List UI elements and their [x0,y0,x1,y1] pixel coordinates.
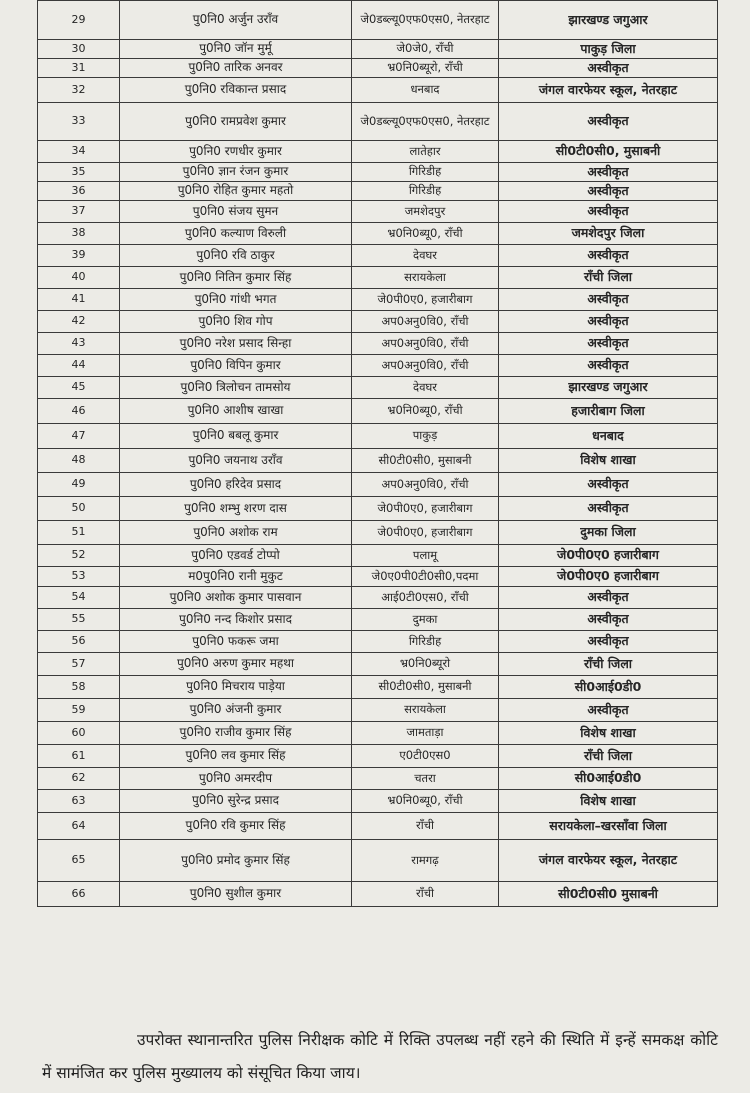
officer-name-cell: पु0नि0 अमरदीप [120,768,352,790]
current-posting-cell: जे0जे0, राँची [352,40,499,59]
table-row [38,676,718,699]
footer-note [42,1024,718,1090]
table-row [38,587,718,609]
new-posting-cell: अस्वीकृत [499,609,718,631]
new-posting-cell: जंगल वारफेयर स्कूल, नेतरहाट [499,840,718,882]
new-posting-cell: विशेष शाखा [499,449,718,473]
new-posting-cell: विशेष शाखा [499,790,718,813]
officer-name-cell: पु0नि0 राजीव कुमार सिंह [120,722,352,745]
table-row [38,497,718,521]
new-posting-cell: अस्वीकृत [499,473,718,497]
new-posting-cell: धनबाद [499,424,718,449]
new-posting-cell: अस्वीकृत [499,699,718,722]
officer-name-cell: पु0नि0 संजय सुमन [120,201,352,223]
serial-number-cell: 36 [38,182,120,201]
serial-number-cell: 53 [38,567,120,587]
current-posting-cell: गिरिडीह [352,182,499,201]
new-posting-cell: राँची जिला [499,653,718,676]
table-row [38,223,718,245]
table-row [38,245,718,267]
serial-number-cell: 38 [38,223,120,245]
officer-name-cell: पु0नि0 सुरेन्द्र प्रसाद [120,790,352,813]
serial-number-cell: 35 [38,163,120,182]
serial-number-cell: 49 [38,473,120,497]
new-posting-cell: जे0पी0ए0 हजारीबाग [499,567,718,587]
new-posting-cell: दुमका जिला [499,521,718,545]
officer-name-cell: पु0नि0 अरुण कुमार महथा [120,653,352,676]
officer-name-cell: पु0नि0 हरिदेव प्रसाद [120,473,352,497]
table-row [38,267,718,289]
new-posting-cell: अस्वीकृत [499,355,718,377]
current-posting-cell: भ्र0नि0ब्यूरो [352,653,499,676]
serial-number-cell: 51 [38,521,120,545]
officer-name-cell: पु0नि0 त्रिलोचन तामसोय [120,377,352,399]
new-posting-cell: अस्वीकृत [499,59,718,78]
table-row [38,790,718,813]
new-posting-cell: सरायकेला–खरसाँवा जिला [499,813,718,840]
current-posting-cell: भ्र0नि0ब्यू0, राँची [352,790,499,813]
new-posting-cell: राँची जिला [499,267,718,289]
officer-name-cell: पु0नि0 नितिन कुमार सिंह [120,267,352,289]
new-posting-cell: सी0टी0सी0, मुसाबनी [499,141,718,163]
officer-name-cell: पु0नि0 अशोक कुमार पासवान [120,587,352,609]
current-posting-cell: लातेहार [352,141,499,163]
serial-number-cell: 29 [38,1,120,40]
new-posting-cell: अस्वीकृत [499,182,718,201]
current-posting-cell: भ्र0नि0ब्यू0, राँची [352,223,499,245]
current-posting-cell: अप0अनु0वि0, राँची [352,311,499,333]
serial-number-cell: 54 [38,587,120,609]
serial-number-cell: 66 [38,882,120,907]
officer-name-cell: पु0नि0 रणधीर कुमार [120,141,352,163]
new-posting-cell: पाकुड़ जिला [499,40,718,59]
table-row [38,1,718,40]
table-row [38,355,718,377]
table-row [38,163,718,182]
table-row [38,521,718,545]
serial-number-cell: 44 [38,355,120,377]
officer-name-cell: पु0नि0 सुशील कुमार [120,882,352,907]
table-row [38,59,718,78]
table-row [38,882,718,907]
current-posting-cell: पलामू [352,545,499,567]
current-posting-cell: जे0डब्ल्यू0एफ0एस0, नेतरहाट [352,1,499,40]
table-row [38,449,718,473]
new-posting-cell: हजारीबाग जिला [499,399,718,424]
new-posting-cell: झारखण्ड जगुआर [499,1,718,40]
transfer-table [37,0,718,907]
table-row [38,745,718,768]
transfer-table-body [38,1,718,907]
new-posting-cell: अस्वीकृत [499,497,718,521]
table-row [38,141,718,163]
serial-number-cell: 48 [38,449,120,473]
current-posting-cell: जे0पी0ए0, हजारीबाग [352,497,499,521]
serial-number-cell: 64 [38,813,120,840]
new-posting-cell: जे0पी0ए0 हजारीबाग [499,545,718,567]
table-row [38,424,718,449]
serial-number-cell: 46 [38,399,120,424]
officer-name-cell: पु0नि0 प्रमोद कुमार सिंह [120,840,352,882]
serial-number-cell: 40 [38,267,120,289]
new-posting-cell: अस्वीकृत [499,587,718,609]
current-posting-cell: जे0पी0ए0, हजारीबाग [352,289,499,311]
serial-number-cell: 39 [38,245,120,267]
table-row [38,840,718,882]
current-posting-cell: जे0ए0पी0टी0सी0,पदमा [352,567,499,587]
new-posting-cell: सी0आई0डी0 [499,676,718,699]
table-row [38,182,718,201]
current-posting-cell: भ्र0नि0ब्यूरो, राँची [352,59,499,78]
footer-paragraph: उपरोक्त स्थानान्तरित पुलिस निरीक्षक कोटि में रिक्ति उपलब्ध नहीं रहने की स्थिति में इन्हें समकक्ष कोटि में सामंजित कर पुलिस मुख्यालय को संसूचित किया जाय। [42,1031,718,1082]
table-row [38,377,718,399]
serial-number-cell: 30 [38,40,120,59]
current-posting-cell: सरायकेला [352,699,499,722]
serial-number-cell: 57 [38,653,120,676]
officer-name-cell: पु0नि0 अर्जुन उराँव [120,1,352,40]
table-row [38,201,718,223]
officer-name-cell: पु0नि0 शम्भु शरण दास [120,497,352,521]
table-row [38,768,718,790]
officer-name-cell: पु0नि0 बबलू कुमार [120,424,352,449]
officer-name-cell: पु0नि0 रवि कुमार सिंह [120,813,352,840]
officer-name-cell: पु0नि0 ज्ञान रंजन कुमार [120,163,352,182]
serial-number-cell: 55 [38,609,120,631]
new-posting-cell: अस्वीकृत [499,201,718,223]
new-posting-cell: जंगल वारफेयर स्कूल, नेतरहाट [499,78,718,103]
new-posting-cell: अस्वीकृत [499,103,718,141]
table-row [38,813,718,840]
serial-number-cell: 34 [38,141,120,163]
current-posting-cell: आई0टी0एस0, राँची [352,587,499,609]
current-posting-cell: सरायकेला [352,267,499,289]
officer-name-cell: पु0नि0 फकरू जमा [120,631,352,653]
current-posting-cell: देवघर [352,377,499,399]
officer-name-cell: पु0नि0 गांधी भगत [120,289,352,311]
current-posting-cell: ए0टी0एस0 [352,745,499,768]
new-posting-cell: अस्वीकृत [499,163,718,182]
serial-number-cell: 41 [38,289,120,311]
current-posting-cell: जे0पी0ए0, हजारीबाग [352,521,499,545]
current-posting-cell: दुमका [352,609,499,631]
new-posting-cell: अस्वीकृत [499,333,718,355]
serial-number-cell: 65 [38,840,120,882]
serial-number-cell: 33 [38,103,120,141]
serial-number-cell: 43 [38,333,120,355]
serial-number-cell: 31 [38,59,120,78]
officer-name-cell: पु0नि0 कल्याण विरुली [120,223,352,245]
officer-name-cell: पु0नि0 अंजनी कुमार [120,699,352,722]
table-row [38,311,718,333]
officer-name-cell: पु0नि0 शिव गोप [120,311,352,333]
table-row [38,40,718,59]
current-posting-cell: गिरिडीह [352,631,499,653]
officer-name-cell: पु0नि0 विपिन कुमार [120,355,352,377]
new-posting-cell: जमशेदपुर जिला [499,223,718,245]
current-posting-cell: भ्र0नि0ब्यू0, राँची [352,399,499,424]
officer-name-cell: पु0नि0 आशीष खाखा [120,399,352,424]
table-row [38,567,718,587]
officer-name-cell: पु0नि0 रवि ठाकुर [120,245,352,267]
officer-name-cell: पु0नि0 मिचराय पाड़ेया [120,676,352,699]
table-row [38,609,718,631]
officer-name-cell: पु0नि0 जयनाथ उराँव [120,449,352,473]
current-posting-cell: रामगढ़ [352,840,499,882]
table-row [38,333,718,355]
current-posting-cell: राँची [352,813,499,840]
current-posting-cell: जे0डब्ल्यू0एफ0एस0, नेतरहाट [352,103,499,141]
serial-number-cell: 59 [38,699,120,722]
serial-number-cell: 58 [38,676,120,699]
new-posting-cell: अस्वीकृत [499,631,718,653]
new-posting-cell: सी0टी0सी0 मुसाबनी [499,882,718,907]
officer-name-cell: पु0नि0 रविकान्त प्रसाद [120,78,352,103]
officer-name-cell: पु0नि0 तारिक अनवर [120,59,352,78]
serial-number-cell: 37 [38,201,120,223]
officer-name-cell: म0पु0नि0 रानी मुकुट [120,567,352,587]
serial-number-cell: 63 [38,790,120,813]
table-row [38,722,718,745]
current-posting-cell: गिरिडीह [352,163,499,182]
serial-number-cell: 61 [38,745,120,768]
serial-number-cell: 56 [38,631,120,653]
current-posting-cell: जमशेदपुर [352,201,499,223]
current-posting-cell: राँची [352,882,499,907]
current-posting-cell: अप0अनु0वि0, राँची [352,355,499,377]
current-posting-cell: अप0अनु0वि0, राँची [352,473,499,497]
table-row [38,289,718,311]
new-posting-cell: अस्वीकृत [499,289,718,311]
current-posting-cell: पाकुड़ [352,424,499,449]
new-posting-cell: सी0आई0डी0 [499,768,718,790]
new-posting-cell: अस्वीकृत [499,245,718,267]
serial-number-cell: 47 [38,424,120,449]
officer-name-cell: पु0नि0 एडवर्ड टोप्पो [120,545,352,567]
table-row [38,545,718,567]
table-row [38,78,718,103]
current-posting-cell: सी0टी0सी0, मुसाबनी [352,449,499,473]
serial-number-cell: 62 [38,768,120,790]
officer-name-cell: पु0नि0 रोहित कुमार महतो [120,182,352,201]
serial-number-cell: 45 [38,377,120,399]
current-posting-cell: चतरा [352,768,499,790]
officer-name-cell: पु0नि0 जॉन मुर्मू [120,40,352,59]
current-posting-cell: जामताड़ा [352,722,499,745]
current-posting-cell: देवघर [352,245,499,267]
table-row [38,399,718,424]
serial-number-cell: 32 [38,78,120,103]
current-posting-cell: धनबाद [352,78,499,103]
officer-name-cell: पु0नि0 अशोक राम [120,521,352,545]
current-posting-cell: सी0टी0सी0, मुसाबनी [352,676,499,699]
officer-name-cell: पु0नि0 नन्द किशोर प्रसाद [120,609,352,631]
new-posting-cell: राँची जिला [499,745,718,768]
table-row [38,631,718,653]
new-posting-cell: विशेष शाखा [499,722,718,745]
current-posting-cell: अप0अनु0वि0, राँची [352,333,499,355]
officer-name-cell: पु0नि0 लव कुमार सिंह [120,745,352,768]
table-row [38,699,718,722]
table-row [38,473,718,497]
table-row [38,103,718,141]
officer-name-cell: पु0नि0 रामप्रवेश कुमार [120,103,352,141]
serial-number-cell: 52 [38,545,120,567]
table-row [38,653,718,676]
officer-name-cell: पु0नि0 नरेश प्रसाद सिन्हा [120,333,352,355]
serial-number-cell: 50 [38,497,120,521]
new-posting-cell: झारखण्ड जगुआर [499,377,718,399]
new-posting-cell: अस्वीकृत [499,311,718,333]
serial-number-cell: 42 [38,311,120,333]
serial-number-cell: 60 [38,722,120,745]
